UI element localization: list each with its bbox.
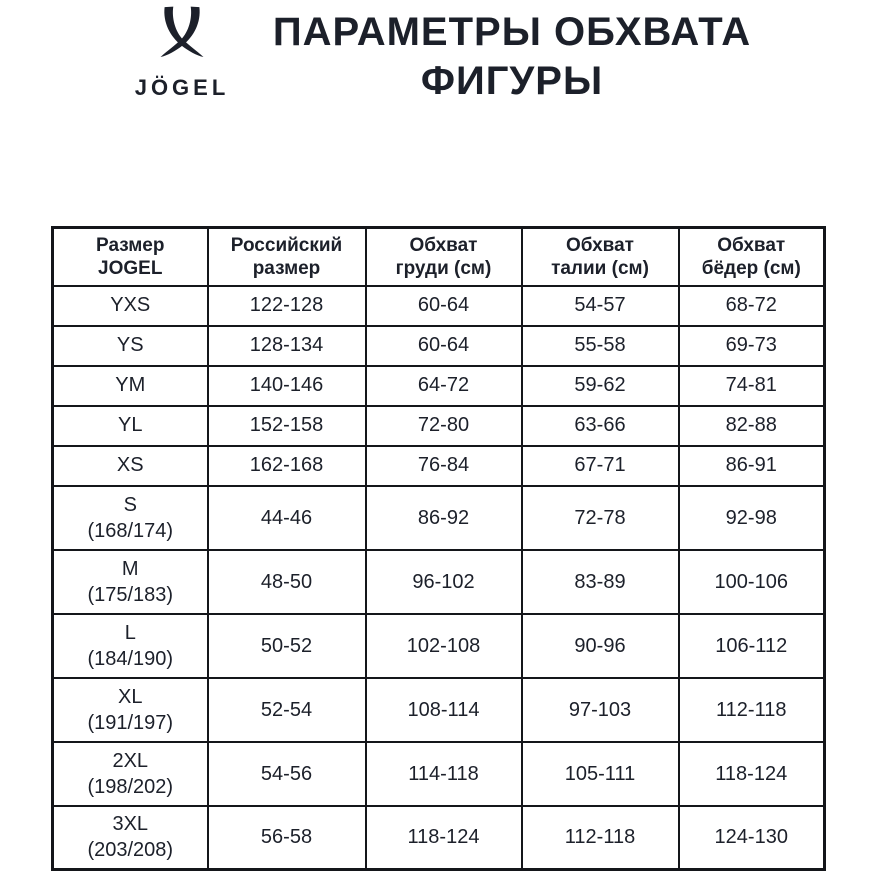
value-cell: 56-58 — [208, 806, 366, 870]
value-cell: 50-52 — [208, 614, 366, 678]
size-cell — [53, 742, 208, 806]
value-cell: 106-112 — [679, 614, 825, 678]
cell-text: L — [124, 621, 136, 644]
page-title-line1: ПАРАМЕТРЫ ОБХВАТА — [272, 10, 752, 54]
value-cell: 44-46 — [208, 486, 366, 550]
value-cell: 124-130 — [679, 806, 825, 870]
cell-text: бёдер (см) — [701, 257, 801, 279]
value-cell: 54-57 — [522, 286, 679, 326]
size-cell — [53, 806, 208, 870]
value-cell: 64-72 — [366, 366, 522, 406]
cell-text: (168/174) — [87, 519, 174, 542]
table-row — [53, 678, 825, 742]
value-cell: 112-118 — [679, 678, 825, 742]
table-row — [53, 742, 825, 806]
value-cell: 82-88 — [679, 406, 825, 446]
table-row — [53, 614, 825, 678]
value-cell: 112-118 — [522, 806, 679, 870]
value-cell: 76-84 — [366, 446, 522, 486]
size-cell — [53, 366, 208, 406]
cell-text: Обхват — [409, 234, 478, 256]
value-cell: 48-50 — [208, 550, 366, 614]
cell-text: S — [123, 493, 137, 516]
cell-text: размер — [252, 257, 321, 279]
value-cell: 86-92 — [366, 486, 522, 550]
value-cell: 52-54 — [208, 678, 366, 742]
value-cell: 122-128 — [208, 286, 366, 326]
cell-text: груди (см) — [395, 257, 492, 279]
cell-text: M — [121, 557, 139, 580]
value-cell: 92-98 — [679, 486, 825, 550]
value-cell: 152-158 — [208, 406, 366, 446]
value-cell: 96-102 — [366, 550, 522, 614]
size-cell — [53, 406, 208, 446]
cell-text: (203/208) — [87, 839, 174, 862]
value-cell: 67-71 — [522, 446, 679, 486]
cell-text: YS — [116, 334, 144, 356]
value-cell: 105-111 — [522, 742, 679, 806]
cell-text: Обхват — [566, 234, 634, 256]
header-cell — [679, 228, 825, 286]
value-cell: 118-124 — [366, 806, 522, 870]
cell-text: (184/190) — [87, 647, 174, 670]
size-cell — [53, 550, 208, 614]
cell-text: JOGEL — [98, 257, 163, 279]
cell-text: (175/183) — [87, 583, 174, 606]
value-cell: 118-124 — [679, 742, 825, 806]
cell-text: XS — [116, 454, 144, 476]
page-title — [252, 8, 772, 106]
header-cell — [522, 228, 679, 286]
value-cell: 100-106 — [679, 550, 825, 614]
cell-text: Российский — [230, 234, 343, 256]
value-cell: 74-81 — [679, 366, 825, 406]
cell-text: YM — [115, 374, 146, 396]
size-cell — [53, 286, 208, 326]
value-cell: 97-103 — [522, 678, 679, 742]
table-row — [53, 406, 825, 446]
cell-text: YXS — [110, 294, 151, 316]
value-cell: 69-73 — [679, 326, 825, 366]
table-row — [53, 550, 825, 614]
table-row — [53, 806, 825, 870]
value-cell: 140-146 — [208, 366, 366, 406]
cell-text: 2XL — [112, 749, 149, 772]
value-cell: 102-108 — [366, 614, 522, 678]
value-cell: 90-96 — [522, 614, 679, 678]
header-row — [53, 228, 825, 286]
cell-text: Обхват — [717, 234, 786, 256]
value-cell: 59-62 — [522, 366, 679, 406]
header-cell — [53, 228, 208, 286]
page-title-line2: ФИГУРЫ — [420, 59, 604, 103]
cell-text: талии (см) — [551, 257, 649, 279]
size-cell — [53, 446, 208, 486]
value-cell: 63-66 — [522, 406, 679, 446]
value-cell: 114-118 — [366, 742, 522, 806]
size-cell — [53, 326, 208, 366]
size-cell — [53, 614, 208, 678]
header-cell — [208, 228, 366, 286]
size-table — [51, 226, 826, 871]
header-cell — [366, 228, 522, 286]
value-cell: 60-64 — [366, 326, 522, 366]
jogel-v-emblem-icon — [153, 2, 211, 68]
table-row — [53, 486, 825, 550]
cell-text: Размер — [96, 234, 165, 256]
cell-text: (198/202) — [87, 775, 174, 798]
value-cell: 72-78 — [522, 486, 679, 550]
size-cell — [53, 678, 208, 742]
brand-wordmark: JÖGEL — [134, 75, 230, 100]
value-cell: 108-114 — [366, 678, 522, 742]
value-cell: 55-58 — [522, 326, 679, 366]
value-cell: 162-168 — [208, 446, 366, 486]
size-table-header — [53, 228, 825, 286]
table-row — [53, 286, 825, 326]
value-cell: 54-56 — [208, 742, 366, 806]
value-cell: 128-134 — [208, 326, 366, 366]
value-cell: 68-72 — [679, 286, 825, 326]
size-table-body — [53, 286, 825, 870]
size-cell — [53, 486, 208, 550]
cell-text: (191/197) — [87, 711, 174, 734]
table-row — [53, 446, 825, 486]
value-cell: 60-64 — [366, 286, 522, 326]
cell-text: XL — [118, 685, 143, 708]
table-row — [53, 326, 825, 366]
brand-logo — [124, 2, 240, 101]
table-row — [53, 366, 825, 406]
cell-text: YL — [118, 414, 143, 436]
cell-text: 3XL — [112, 813, 149, 836]
value-cell: 86-91 — [679, 446, 825, 486]
value-cell: 83-89 — [522, 550, 679, 614]
value-cell: 72-80 — [366, 406, 522, 446]
